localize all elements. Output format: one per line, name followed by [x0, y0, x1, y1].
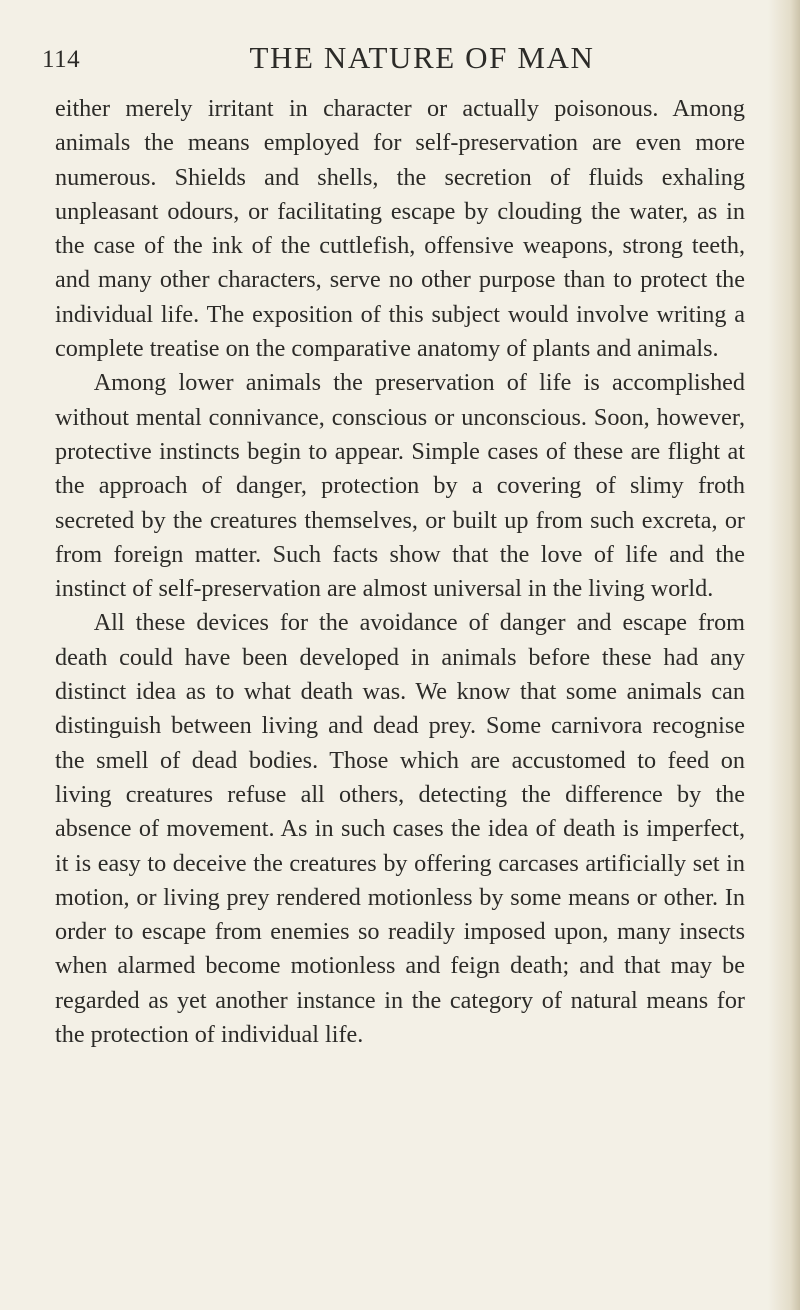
running-head: THE NATURE OF MAN — [249, 40, 595, 75]
page-number: 114 — [42, 46, 81, 73]
page-edge-shading — [768, 0, 800, 1310]
body-text — [55, 92, 745, 1052]
paragraph-3: All these devices for the avoidance of danger and escape from death could have been developed in animals before these had any distinct idea as to what death was. We know that some animals can distinguish between living and dead prey. Some carnivora recognise the smell of dead bodies. Those which are accustomed to feed on living creatures refuse all others, detecting the difference by the absence of movement. As in such cases the idea of death is imperfect, it is easy to deceive the creatures by offering carcases artificially set in motion, or living prey rendered motionless by some means or other. In order to escape from enemies so readily imposed upon, many insects when alarmed become motionless and feign death; and that may be regarded as yet another instance in the category of natural means for the protection of individual life. — [55, 609, 745, 1049]
paragraph-1: either merely irritant in character or actually poisonous. Among animals the means employed for self-preservation are even more numerous. Shields and shells, the secretion of fluids exhaling unpleasant odours, or facilitating escape by clouding the water, as in the case of the ink of the cuttlefish, offensive weapons, strong teeth, and many other characters, serve no other purpose than to protect the individual life. The exposition of this subject would involve writing a complete treatise on the comparative anatomy of plants and animals. — [55, 95, 745, 363]
paragraph-2: Among lower animals the preservation of life is accomplished without mental connivance, conscious or unconscious. Soon, however, protective instincts begin to appear. Simple cases of these are flight at the approach of danger, protection by a covering of slimy froth secreted by the creatures themselves, or built up from such excreta, or from foreign matter. Such facts show that the love of life and the instinct of self-preservation are almost universal in the living world. — [55, 369, 745, 603]
page-header — [42, 36, 762, 80]
